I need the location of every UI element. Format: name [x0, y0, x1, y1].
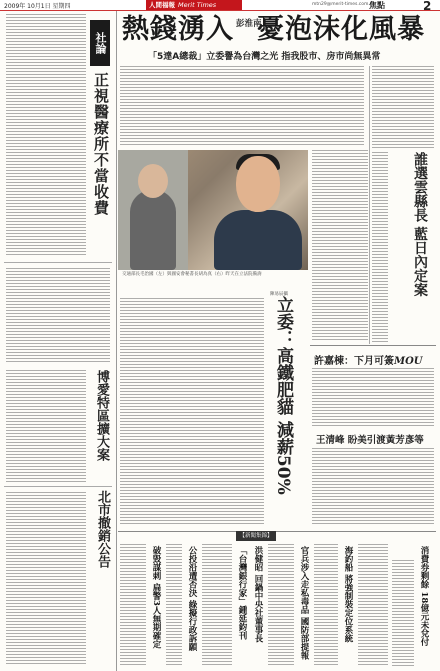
logo-en: Merit Times: [178, 1, 217, 9]
roundup-headline-6: 海釣船 將強制裝定位系統: [343, 546, 353, 643]
roundup-headline-7: 消費券剩餘 18億元未兌付: [419, 546, 429, 646]
left-headline-3: 北市撤銷公告: [95, 490, 110, 568]
vertical-headline: 立委：高鐵肥貓 減薪50%: [273, 296, 293, 495]
roundup-text-5: [314, 544, 338, 666]
section-name: 焦點: [369, 0, 385, 10]
roundup-text-4: [268, 544, 294, 666]
divider: [369, 66, 370, 344]
divider: [4, 486, 112, 487]
roundup-headline-4: 洪健昭 回鍋中央社董事長: [253, 546, 263, 643]
main-body-text-3: [120, 298, 264, 526]
main-headline: [122, 14, 425, 46]
right-vertical-headline: 誰選雲縣長 藍日內定案: [412, 152, 428, 297]
masthead-logo: [146, 0, 242, 10]
right-body-text-2: [372, 152, 388, 342]
right-body-text-4: [312, 448, 434, 526]
left-headline-2: 博愛特區擴大案: [94, 370, 109, 461]
person-right: [214, 210, 302, 270]
headline-part1: 熱錢湧入: [122, 14, 234, 45]
roundup-text-6: [358, 544, 388, 666]
headline-part2: 憂泡沫化風暴: [257, 14, 425, 45]
right-headline-1: 許嘉棟：下月可簽MOU: [314, 356, 423, 367]
roundup-headline-5: 官兵涉入走私毒品 國防部提報: [299, 546, 309, 660]
editorial-body-text: [6, 14, 86, 256]
roundup-text-1: [120, 544, 146, 666]
roundup-text-7: [392, 560, 414, 666]
left-body-text-3: [6, 370, 86, 484]
photo-caption: 交通部長毛治國（左）與國安會秘書長胡為真（右）昨天在立法院備詢: [122, 272, 262, 277]
photo-credit: 陳易辰攝: [270, 292, 288, 297]
roundup-headline-2: 公投沿遭否決 綠擬行政訴願: [187, 546, 197, 651]
divider: [310, 345, 436, 346]
bottom-section-rule: [118, 531, 436, 542]
site-url: mtn29@merit-times.com.tw: [312, 2, 376, 7]
page-number: 2: [423, 0, 432, 13]
main-body-text: [120, 66, 364, 146]
news-photo: [118, 150, 308, 270]
roundup-text-3: [202, 544, 232, 666]
editorial-title: 正視醫療所不當收費: [92, 72, 110, 216]
divider: [4, 262, 112, 263]
right-headline-2: 王清峰 盼美引渡黃芳彥等: [316, 435, 424, 446]
roundup-label: 【新聞集錦】: [236, 531, 276, 541]
roundup-text-2: [166, 544, 182, 666]
person-left: [130, 190, 176, 270]
main-body-text-2: [312, 150, 368, 340]
right-body-text: [372, 66, 434, 148]
page-header: [0, 0, 440, 11]
subheadline: 「5達A總裁」立委譽為台灣之光 指我股市、房市尚無異常: [148, 52, 381, 62]
left-body-text-4: [6, 492, 86, 666]
headline-tag: 彭淮南: [236, 19, 262, 29]
right-body-text-3: [312, 368, 434, 428]
logo-cn: 人間福報: [149, 1, 175, 9]
issue-date: 2009年 10月1日 星期四: [4, 3, 71, 10]
roundup-headline-3: 「台灣銀行家」鍾延鈞刊: [237, 546, 247, 640]
editorial-badge: 社論: [90, 20, 110, 66]
roundup-headline-1: 破毀謀刺 扁警3人無期確定: [151, 546, 161, 649]
left-body-text-2: [6, 268, 110, 364]
